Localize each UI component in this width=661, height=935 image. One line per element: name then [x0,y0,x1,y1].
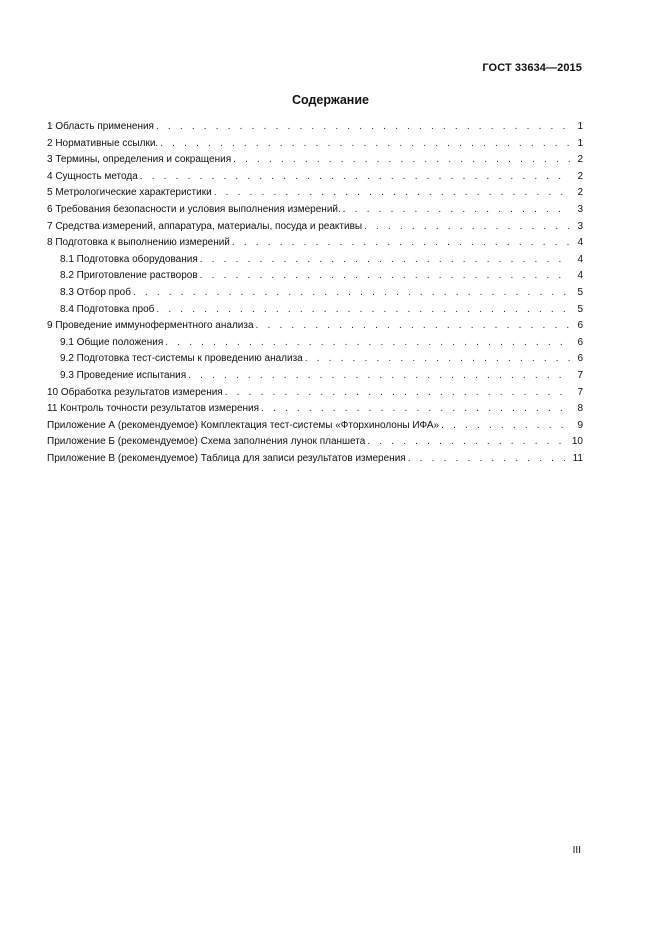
toc-dot-leader [233,152,571,169]
toc-dot-leader [156,119,571,136]
toc-dot-leader [225,385,571,402]
toc-dot-leader [160,136,571,153]
toc-dot-leader [188,368,571,385]
toc-dot-leader [140,169,571,186]
toc-entry[interactable] [47,202,583,219]
toc-entry-page: 7 [577,386,583,398]
toc-dot-leader [214,185,571,202]
toc-dot-leader [256,318,571,335]
toc-dot-leader [441,418,571,435]
toc-subentry[interactable] [47,285,583,302]
toc-entry[interactable] [47,385,583,402]
toc-entry-appendix[interactable] [47,418,583,435]
toc-subentry[interactable] [47,252,583,269]
toc-dot-leader [200,252,571,269]
toc-entry-label: Приложение А (рекомендуемое) Комплектация тест-системы «Фторхинолоны ИФА» [47,419,440,431]
toc-entry-page: 6 [577,320,583,332]
toc-entry-label: 4 Сущность метода [47,170,138,182]
toc-entry-label: 7 Средства измерений, аппаратура, материалы, посуда и реактивы [47,220,363,232]
toc-entry-page: 5 [577,303,583,315]
toc-entry-label: Приложение В (рекомендуемое) Таблица для записи результатов измерения [47,452,406,464]
toc-title: Содержание [291,93,369,107]
toc-entry-page: 5 [577,286,583,298]
toc-dot-leader [305,351,571,368]
toc-entry-page: 4 [577,237,583,249]
toc-dot-leader [165,335,571,352]
toc-dot-leader [156,302,571,319]
toc-entry-page: 1 [577,137,583,149]
toc-entry-label: 10 Обработка результатов измерения [47,386,223,398]
toc-dot-leader [343,202,571,219]
toc-entry-label: Приложение Б (рекомендуемое) Схема заполнения лунок планшета [47,436,366,448]
toc-entry-label: 9.1 Общие положения [60,336,164,348]
toc-entry-label: 5 Метрологические характеристики [47,187,212,199]
toc-entry-page: 6 [577,336,583,348]
toc-entry-label: 9 Проведение иммуноферментного анализа [47,320,254,332]
toc-entry-page: 11 [572,452,583,464]
toc-entry[interactable] [47,219,583,236]
toc-entry-page: 3 [577,220,583,232]
toc-entry[interactable] [47,235,583,252]
toc-entry-label: 3 Термины, определения и сокращения [47,154,232,166]
toc-entry-page: 7 [577,369,583,381]
toc-entry[interactable] [47,136,583,153]
toc-subentry[interactable] [47,335,583,352]
document-standard-header: ГОСТ 33634—2015 [482,62,582,74]
toc-entry[interactable] [47,119,583,136]
toc-entry-label: 1 Область применения [47,121,154,132]
toc-dot-leader [232,235,571,252]
toc-dot-leader [200,268,571,285]
toc-entry[interactable] [47,185,583,202]
toc-entry-page: 1 [577,121,583,132]
toc-entry-page: 2 [577,187,583,199]
toc-entry-page: 9 [577,419,583,431]
toc-entry[interactable] [47,169,583,186]
toc-entry[interactable] [47,318,583,335]
page-number: III [572,845,581,856]
toc-dot-leader [364,219,571,236]
toc-subentry[interactable] [47,268,583,285]
toc-dot-leader [367,434,568,451]
toc-dot-leader [261,401,571,418]
toc-dot-leader [408,451,569,468]
toc-entry-label: 8.1 Подготовка оборудования [60,253,198,265]
toc-subentry[interactable] [47,302,583,319]
table-of-contents [47,119,583,467]
toc-entry-appendix[interactable] [47,434,583,451]
toc-entry-page: 6 [577,353,583,365]
toc-entry-label: 9.3 Проведение испытания [60,369,187,381]
toc-entry[interactable] [47,401,583,418]
toc-subentry[interactable] [47,368,583,385]
toc-entry[interactable] [47,152,583,169]
toc-entry-page: 2 [577,170,583,182]
toc-entry-label: 9.2 Подготовка тест-системы к проведению анализа [60,353,303,365]
toc-entry-label: 8.3 Отбор проб [60,286,131,298]
toc-entry-page: 8 [577,403,583,415]
toc-entry-label: 8 Подготовка к выполнению измерений [47,237,230,249]
toc-entry-label: 2 Нормативные ссылки. [47,137,159,149]
toc-entry-label: 6 Требования безопасности и условия выполнения измерений. [47,203,341,215]
toc-entry-label: 8.2 Приготовление растворов [60,270,198,282]
toc-entry-label: 8.4 Подготовка проб [60,303,155,315]
toc-entry-page: 4 [577,270,583,282]
toc-entry-page: 2 [577,154,583,166]
toc-entry-page: 10 [571,436,583,448]
toc-subentry[interactable] [47,351,583,368]
toc-entry-appendix[interactable] [47,451,583,468]
toc-dot-leader [133,285,571,302]
toc-entry-page: 3 [577,203,583,215]
toc-entry-label: 11 Контроль точности результатов измерения [47,403,260,415]
toc-entry-page: 4 [577,253,583,265]
